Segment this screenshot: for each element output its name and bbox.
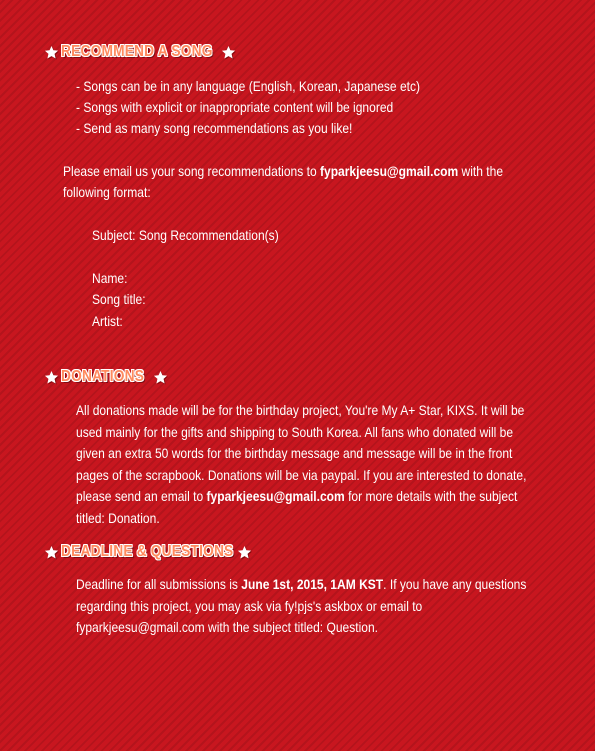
deadline-heading: [44, 543, 252, 561]
email-address: fyparkjeesu@gmail.com: [206, 488, 345, 504]
rule-item: - Songs can be in any language (English, Korean, Japanese etc): [76, 78, 421, 94]
star-icon: [221, 45, 236, 60]
deadline-date: June 1st, 2015, 1AM KST: [241, 576, 384, 592]
donations-heading: [44, 368, 168, 386]
section-heading: DONATIONS: [61, 368, 145, 385]
donations-text: All donations made will be for the birthday project, You're My A+ Star, KIXS. It will be used mainly for the gifts and shipping to South Korea. All fans who donated will be given an extra 50 words for the birthday message and message will be in the front pages of the scrapbook. Donations will be via paypal. If you are interested to donate, please send an email to: [76, 402, 527, 504]
email-address: fyparkjeesu@gmail.com: [319, 163, 459, 179]
deadline-body: [76, 574, 545, 639]
format-subject: Subject: Song Recommendation(s): [92, 227, 279, 243]
deadline-text: Deadline for all submissions is: [76, 576, 242, 592]
rule-item: - Send as many song recommendations as you like!: [76, 120, 353, 136]
donations-body: [76, 400, 545, 529]
rule-item: - Songs with explicit or inappropriate content will be ignored: [76, 99, 394, 115]
format-field: Song title:: [92, 291, 146, 307]
star-icon: [237, 545, 252, 560]
section-heading: DEADLINE & QUESTIONS: [61, 543, 234, 560]
email-intro: Please email us your song recommendations to: [63, 163, 320, 179]
donations-text-end: for more details with the subject titled: Donation.: [76, 488, 518, 526]
format-field: Name:: [92, 270, 128, 286]
section-heading: RECOMMEND A SONG: [61, 43, 213, 60]
deadline-text-end: . If you have any questions regarding this project, you may ask via fy!pjs's askbox or email to fyparkjeesu@gmail.com with the subject titled: Question.: [76, 576, 527, 635]
star-icon: [44, 545, 59, 560]
email-instructions-line2: following format:: [63, 184, 151, 200]
star-icon: [153, 370, 168, 385]
recommend-heading: [44, 43, 236, 61]
format-field: Artist:: [92, 313, 123, 329]
star-icon: [44, 370, 59, 385]
email-outro: with the: [458, 163, 504, 179]
star-icon: [44, 45, 59, 60]
email-instructions: [63, 161, 503, 183]
